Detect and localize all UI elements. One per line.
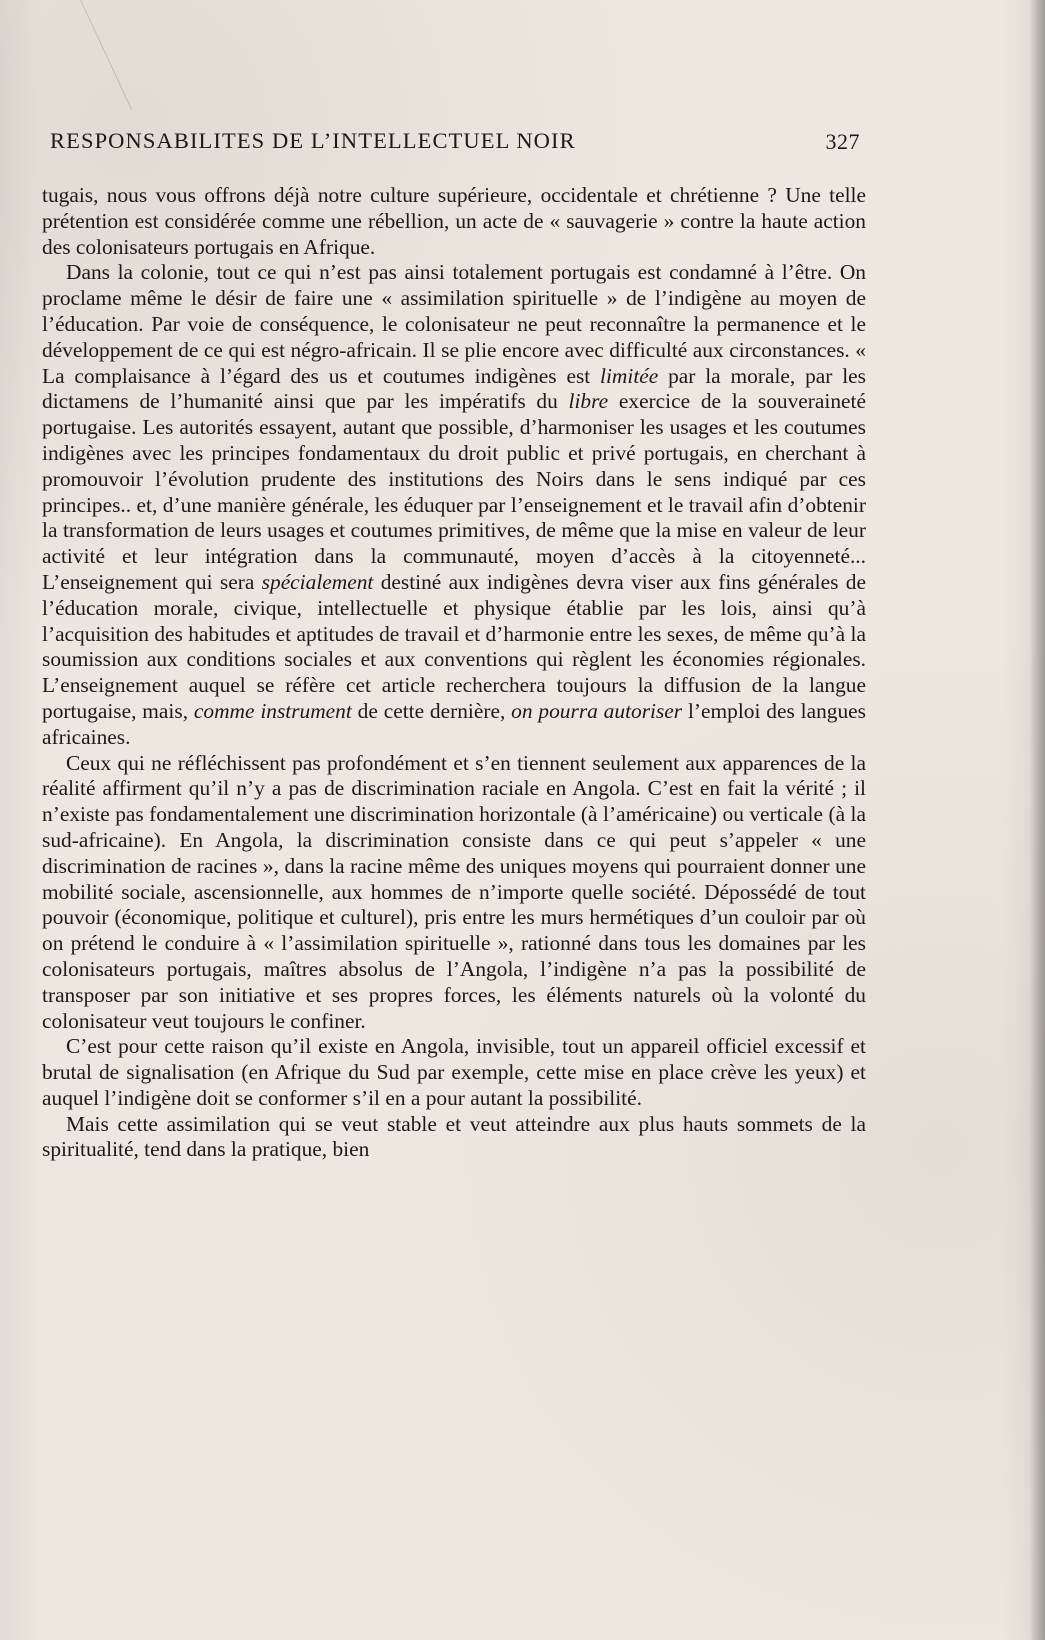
paragraph-text: Dans la colonie, tout ce qui n’est pas ainsi totalement portugais est condamné à l’être. On proclame même le désir de faire une « assimilation spirituelle » de l’indigène au moyen de l’éducation. Par voie de conséquence, le colonisateur ne peut reconnaître la permanence et le développement de ce qui est négro-africain. Il se plie encore avec difficulté aux circonstances. « La complaisance à l’égard des us et coutumes indigènes est: [42, 260, 866, 388]
body-paragraph: [42, 751, 866, 1035]
italic-text: libre: [568, 389, 609, 414]
paragraph-text: Mais cette assimilation qui se veut stable et veut atteindre aux plus hauts sommets de la spiritualité, tend dans la pratique, bien: [42, 1111, 866, 1162]
page-edge-shadow: [1029, 0, 1045, 1640]
italic-text: limitée: [600, 363, 659, 388]
paragraph-text: de cette dernière,: [351, 698, 512, 723]
paragraph-text: l’emploi des langues africaines.: [42, 698, 866, 749]
body-paragraph: [42, 1034, 866, 1111]
body-text: [42, 183, 866, 1163]
running-head-title: RESPONSABILITES DE L’INTELLECTUEL NOIR: [50, 128, 576, 153]
paragraph-text: exercice de la souveraineté portugaise. Les autorités essayent, autant que possible, d’harmoniser les usages et les coutumes indigènes avec les principes fondamentaux du droit public et privé portugais, en cherchant à promouvoir l’évolution prudente des institutions des Noirs dans le sens indiqué par ces principes.. et, d’une manière générale, les éduquer par l’enseignement et le travail afin d’obtenir la transformation de leurs usages et coutumes primitives, de même que la mise en valeur de leur activité et leur intégration dans la communauté, moyen d’accès à la citoyenneté... L’enseignement qui sera: [42, 389, 866, 594]
body-paragraph: [42, 1112, 866, 1164]
paragraph-text: C’est pour cette raison qu’il existe en Angola, invisible, tout un appareil officiel excessif et brutal de signalisation (en Afrique du Sud par exemple, cette mise en place crève les yeux) et auquel l’indigène doit se conformer s’il en a pour autant la possibilité.: [42, 1034, 866, 1110]
paragraph-text: destiné aux indigènes devra viser aux fins générales de l’éducation morale, civique, intellectuelle et physique établie par les lois, ainsi qu’à l’acquisition des habitudes et aptitudes de travail et d’harmonie entre les sexes, de même qu’à la soumission aux conditions sociales et aux conventions qui règlent les économies régionales. L’enseignement auquel se réfère cet article recherchera toujours la diffusion de la langue portugaise, mais,: [42, 569, 866, 723]
italic-text: comme instrument: [193, 698, 352, 723]
paragraph-text: tugais, nous vous offrons déjà notre culture supérieure, occidentale et chrétienne ? Une telle prétention est considérée comme une rébellion, un acte de « sauvagerie » contre la haute action des colonisateurs portugais en Afrique.: [42, 183, 866, 259]
body-paragraph: [42, 260, 866, 750]
italic-text: on pourra autoriser: [511, 698, 683, 723]
page-number: 327: [825, 129, 860, 154]
paragraph-text: par la morale, par les dictamens de l’humanité ainsi que par les impératifs du: [42, 363, 866, 414]
paragraph-text: Ceux qui ne réfléchissent pas profondément et s’en tiennent seulement aux apparences de la réalité affirment qu’il n’y a pas de discrimination raciale en Angola. C’est en fait la vérité ; il n’existe pas fondamentalement une discrimination horizontale (à l’américaine) ou verticale (à la sud-africaine). En Angola, la discrimination consiste dans ce qui peut s’appeler « une discrimination de racines », dans la racine même des uniques moyens qui pourraient donner une mobilité sociale, ascensionnelle, aux hommes de n’importe quelle société. Dépossédé de tout pouvoir (économique, politique et culturel), pris entre les murs hermétiques d’un couloir par où on prétend le conduire à « l’assimilation spirituelle », rationné dans tous les domaines par les colonisateurs portugais, maîtres absolus de l’Angola, l’indigène n’a pas la possibilité de transposer par son initiative et ses propres forces, les éléments naturels où la volonté du colonisateur veut toujours le confiner.: [42, 750, 866, 1033]
italic-text: spécialement: [261, 569, 374, 594]
body-paragraph: [42, 183, 866, 260]
running-head: [50, 126, 860, 156]
page-corner-mark: [0, 0, 132, 110]
